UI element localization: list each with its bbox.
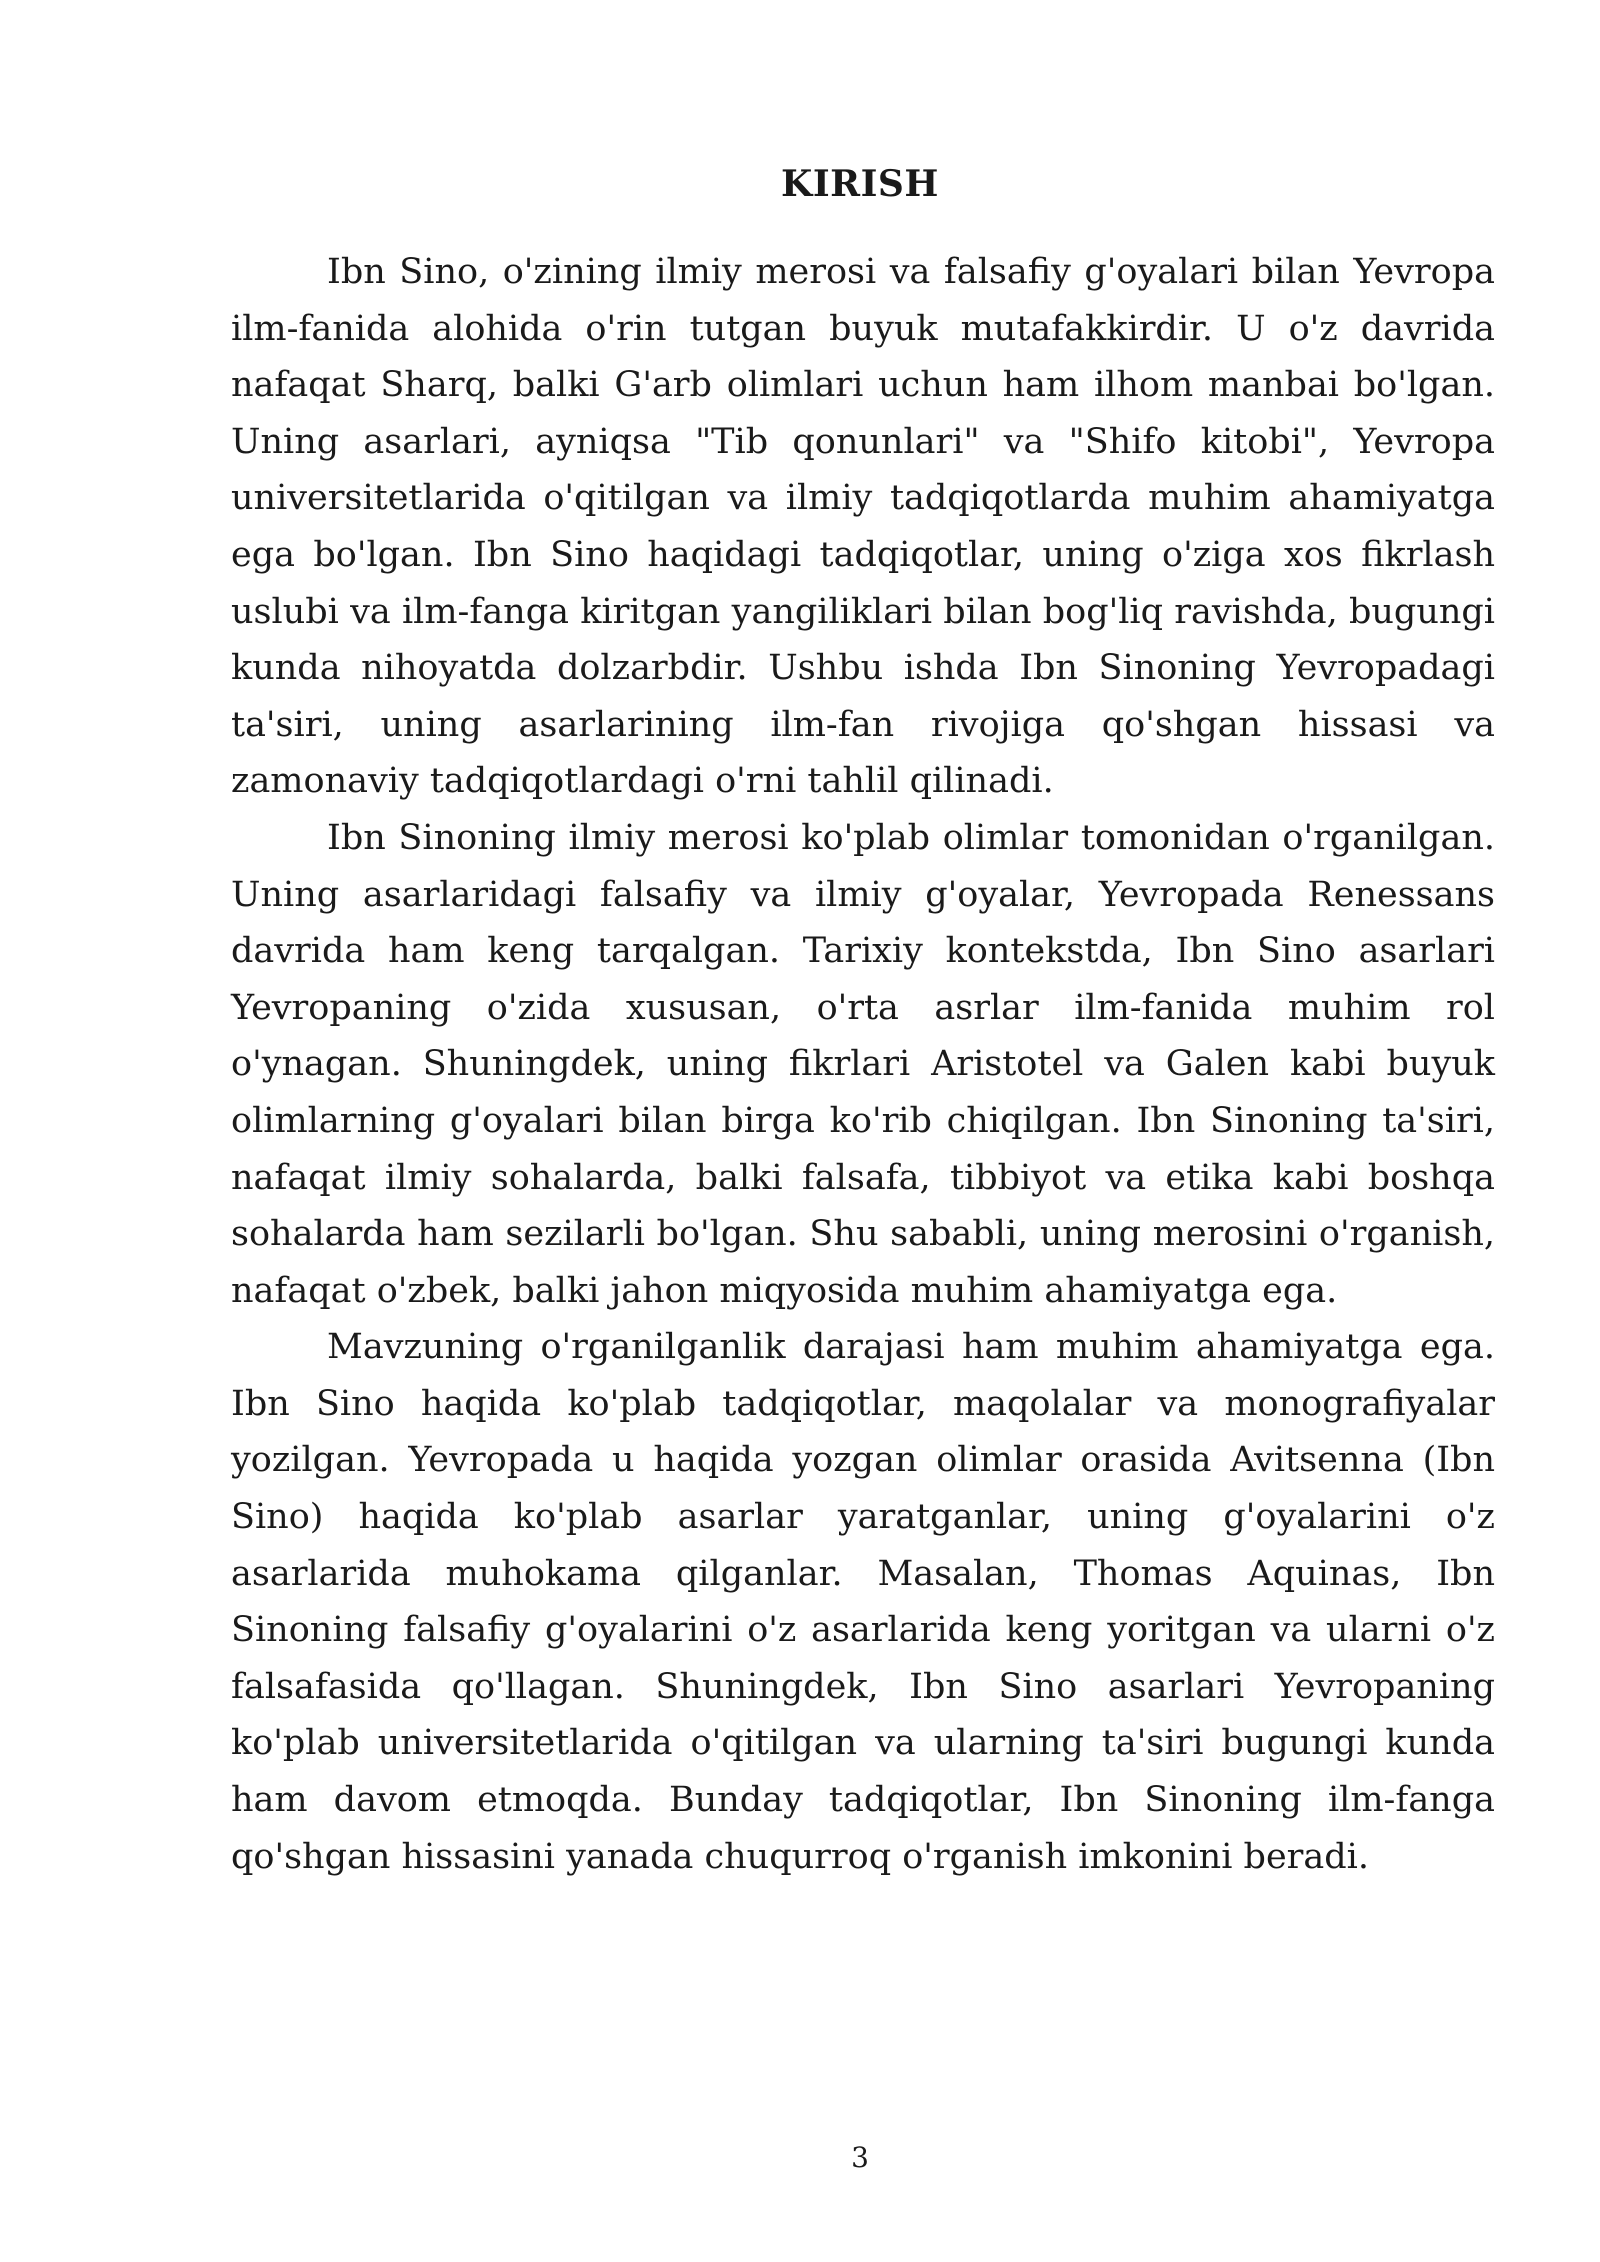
body-text [231, 244, 1495, 1885]
paragraph-2: Ibn Sinoning ilmiy merosi ko'plab olimlar tomonidan o'rganilgan. Uning asarlaridagi falsafiy va ilmiy g'oyalar, Yevropada Renessans davrida ham keng tarqalgan. Tarixiy kontekstda, Ibn Sino asarlari Yevropaning o'zida xususan, o'rta asrlar ilm-fanida muhim rol o'ynagan. Shuningdek, uning fikrlari Aristotel va Galen kabi buyuk olimlarning g'oyalari bilan birga ko'rib chiqilgan. Ibn Sinoning ta'siri, nafaqat ilmiy sohalarda, balki falsafa, tibbiyot va etika kabi boshqa sohalarda ham sezilarli bo'lgan. Shu sababli, uning merosini o'rganish, nafaqat o'zbek, balki jahon miqyosida muhim ahamiyatga ega. [231, 817, 1495, 1311]
paragraph-3: Mavzuning o'rganilganlik darajasi ham muhim ahamiyatga ega. Ibn Sino haqida ko'plab tadqiqotlar, maqolalar va monografiyalar yozilgan. Yevropada u haqida yozgan olimlar orasida Avitsenna (Ibn Sino) haqida ko'plab asarlar yaratganlar, uning g'oyalarini o'z asarlarida muhokama qilganlar. Masalan, Thomas Aquinas, Ibn Sinoning falsafiy g'oyalarini o'z asarlarida keng yoritgan va ularni o'z falsafasida qo'llagan. Shuningdek, Ibn Sino asarlari Yevropaning ko'plab universitetlarida o'qitilgan va ularning ta'siri bugungi kunda ham davom etmoqda. Bunday tadqiqotlar, Ibn Sinoning ilm-fanga qo'shgan hissasini yanada chuqurroq o'rganish imkonini beradi. [231, 1327, 1495, 1877]
section-heading: KIRISH [781, 163, 939, 205]
page-number: 3 [851, 2141, 869, 2174]
paragraph-1: Ibn Sino, o'zining ilmiy merosi va falsafiy g'oyalari bilan Yevropa ilm-fanida alohida o'rin tutgan buyuk mutafakkirdir. U o'z davrida nafaqat Sharq, balki G'arb olimlari uchun ham ilhom manbai bo'lgan. Uning asarlari, ayniqsa "Tib qonunlari" va "Shifo kitobi", Yevropa universitetlarida o'qitilgan va ilmiy tadqiqotlarda muhim ahamiyatga ega bo'lgan. Ibn Sino haqidagi tadqiqotlar, uning o'ziga xos fikrlash uslubi va ilm-fanga kiritgan yangiliklari bilan bog'liq ravishda, bugungi kunda nihoyatda dolzarbdir. Ushbu ishda Ibn Sinoning Yevropadagi ta'siri, uning asarlarining ilm-fan rivojiga qo'shgan hissasi va zamonaviy tadqiqotlardagi o'rni tahlil qilinadi. [231, 252, 1495, 802]
